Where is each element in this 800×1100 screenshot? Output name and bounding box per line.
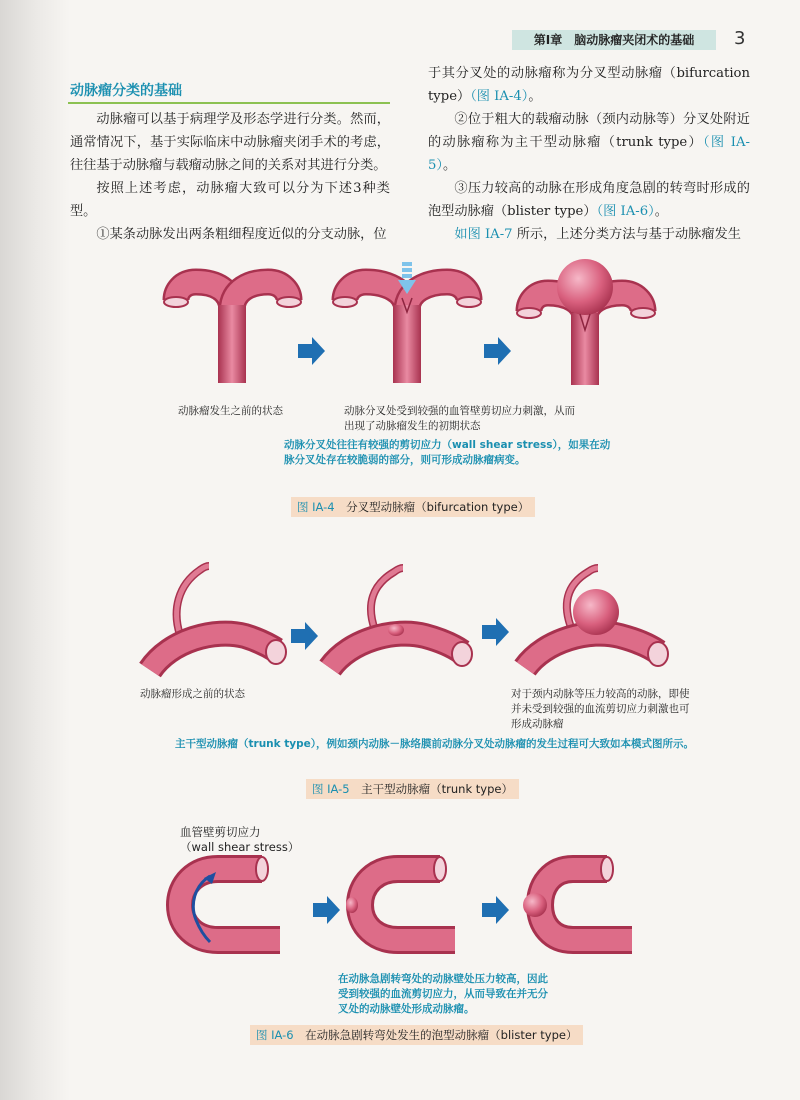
fig4-stage1-artery [164, 282, 301, 383]
paragraph: 动脉瘤可以基于病理学及形态学进行分类。然而，通常情况下，基于实际临床中动脉瘤夹闭手术的考虑，往往基于动脉瘤与载瘤动脉之间的关系对其进行分类。 [70, 112, 390, 173]
fig4-stage2-artery [333, 282, 481, 383]
fig5-label-before: 动脉瘤形成之前的状态 [140, 688, 245, 700]
figure-ref-ia4[interactable]: （图 IA-4） [470, 89, 529, 104]
fig4-caption: 图 IA-4 分叉型动脉瘤（bifurcation type） [291, 497, 535, 517]
fig4-stage3-artery [517, 259, 655, 385]
fig6-stage1-artery [180, 857, 280, 942]
fig5-stage3-artery [525, 568, 668, 668]
fig6-arrow-2 [482, 896, 509, 924]
fig4-label-before: 动脉瘤发生之前的状态 [178, 405, 283, 417]
paragraph: ②位于粗大的载瘤动脉（颈内动脉等）分叉处附近的动脉瘤称为主干型动脉瘤（trunk type）（图 IA-5）。 [428, 112, 750, 173]
fig6-caption: 图 IA-6 在动脉急剧转弯处发生的泡型动脉瘤（blister type） [250, 1025, 583, 1045]
figure-ref-ia5[interactable]: （图 IA-5） [428, 135, 750, 173]
fig6-stage3-artery [523, 857, 632, 940]
fig4-arrow-1 [298, 337, 325, 365]
paragraph: 按照上述考虑，动脉瘤大致可以分为下述3种类型。 [70, 181, 390, 219]
fig6-stage2-artery [346, 857, 455, 940]
fig6-arrow-1 [313, 896, 340, 924]
fig4-arrow-2 [484, 337, 511, 365]
fig6-label-stress: 血管壁剪切应力 （wall shear stress） [180, 825, 300, 854]
fig4-note: 动脉分叉处往往有较强的剪切应力（wall shear stress），如果在动脉分叉处存在较脆弱的部分，则可形成动脉瘤病变。 [284, 439, 611, 466]
paragraph: ③压力较高的动脉在形成角度急剧的转弯时形成的泡型动脉瘤（blister type）（图 IA-6）。 [428, 181, 750, 219]
fig5-arrow-1 [291, 622, 318, 650]
fig6-note: 在动脉急剧转弯处的动脉壁处压力较高，因此受到较强的血流剪切应力，从而导致在并无分叉处的动脉壁处形成动脉瘤。 [338, 973, 548, 1015]
fig5-label-after: 对于颈内动脉等压力较高的动脉，即使并未受到较强的血流剪切应力刺激也可形成动脉瘤 [511, 688, 690, 730]
fig5-caption: 图 IA-5 主干型动脉瘤（trunk type） [306, 779, 519, 799]
figure-ref-ia7[interactable]: 如图 IA-7 [454, 227, 513, 242]
running-head: 第Ⅰ章 脑动脉瘤夹闭术的基础 [512, 30, 716, 50]
section-title: 动脉瘤分类的基础 [70, 83, 182, 99]
paragraph: ①某条动脉发出两条粗细程度近似的分支动脉，位 [96, 227, 387, 242]
figure-ref-ia6[interactable]: （图 IA-6） [596, 204, 655, 219]
fig4-label-stress: 动脉分叉处受到较强的血管壁剪切应力刺激，从而出现了动脉瘤发生的初期状态 [344, 405, 575, 432]
fig5-note: 主干型动脉瘤（trunk type），例如颈内动脉－脉络膜前动脉分叉处动脉瘤的发生过程可大致如本模式图所示。 [175, 738, 695, 750]
paragraph: 如图 IA-7 所示，上述分类方法与基于动脉瘤发生 [454, 227, 741, 242]
fig5-stage2-artery [330, 568, 472, 668]
page-number: 3 [734, 28, 746, 49]
fig5-stage1-artery [150, 566, 286, 670]
fig5-arrow-2 [482, 618, 509, 646]
paragraph: 于其分叉处的动脉瘤称为分叉型动脉瘤（bifurcation type）（图 IA-4）。 [428, 66, 750, 104]
